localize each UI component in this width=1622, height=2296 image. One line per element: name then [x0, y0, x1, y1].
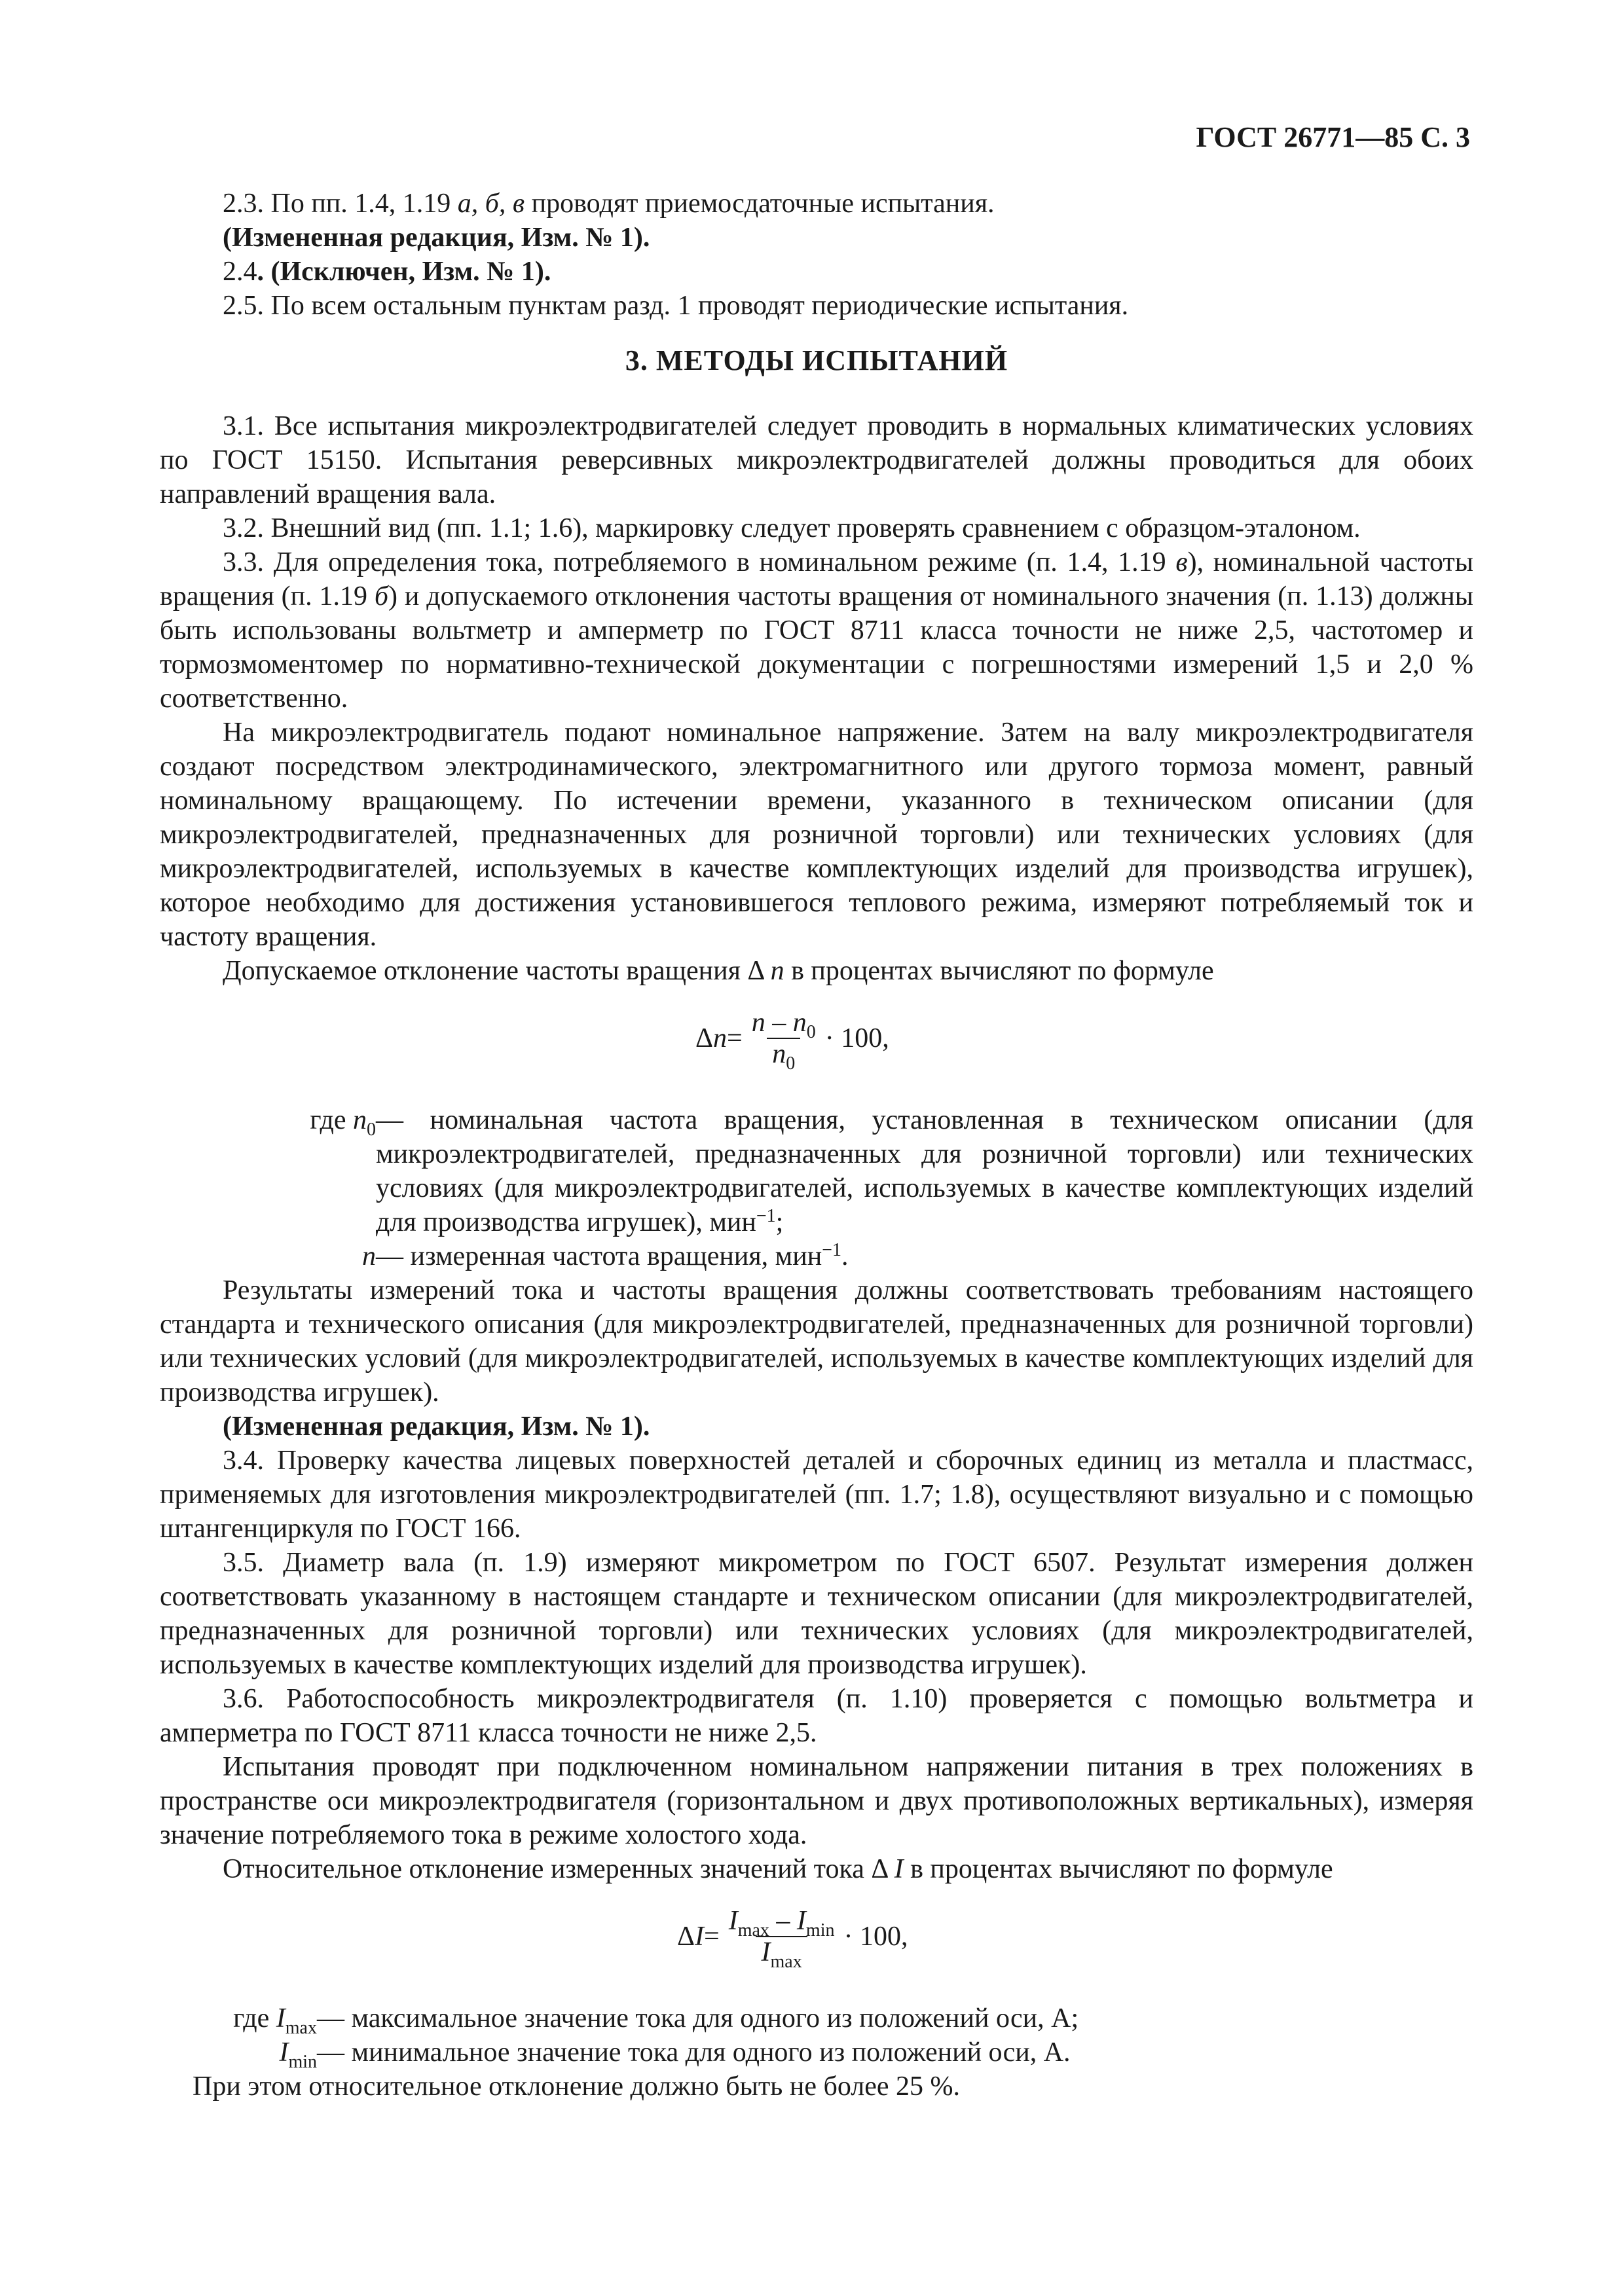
- formula-subscript: 0: [367, 1120, 376, 1140]
- superscript: −1: [756, 1206, 776, 1226]
- text: где: [233, 2003, 276, 2033]
- formula-var: I: [695, 1922, 705, 1952]
- page-content: [160, 187, 1473, 2104]
- text: проводят приемосдаточные испытания.: [525, 189, 995, 219]
- legend-description: — минимальное значение тока для одного из положений оси, А.: [317, 2037, 1071, 2068]
- formula-2-legend: [160, 2001, 1473, 2072]
- text-italic: б: [374, 581, 389, 611]
- item-3-4: 3.4. Проверку качества лицевых поверхностей деталей и сборочных единиц из металла и пластмасс, применяемых для изготовления микроэлектродвигателей (пп. 1.7; 1.8), осуществляют визуально и с помощью штангенциркуля по ГОСТ 166.: [160, 1446, 1473, 1544]
- fraction-denominator: [756, 1936, 807, 1972]
- formula-delta-i: [160, 1891, 1473, 1982]
- formula-var: n: [772, 1039, 786, 1069]
- formula-var: n: [362, 1241, 376, 1271]
- page-header: ГОСТ 26771—85 С. 3: [1196, 121, 1470, 153]
- item-3-6-para2: Испытания проводят при подключенном номинальном напряжении питания в трех положениях в пространстве оси микроэлектродвигателя (горизонтальном и двух противоположных вертикальных), измеряя значение потребляемого тока в режиме холостого хода.: [160, 1752, 1473, 1850]
- formula-var: I: [279, 2037, 289, 2068]
- text: — номинальная частота вращения, установленная в техническом описании (для микроэлектродвигателей, предназначенных для розничной торговли) или технических условиях (для микроэлектродвигателей, используемых в качестве комплектующих изделий для производства игрушек), мин: [376, 1105, 1473, 1237]
- text-italic: n: [770, 956, 784, 986]
- formula-fraction: [746, 1008, 821, 1074]
- legend-description: [376, 1239, 1473, 1273]
- formula-text: =: [727, 1023, 743, 1053]
- text: 2.3. По пп. 1.4, 1.19: [223, 189, 458, 219]
- item-3-3-para3: [160, 954, 1473, 988]
- item-3-3-result: Результаты измерений тока и частоты вращения должны соответствовать требованиям настоящего стандарта и технического описания (для микроэлектродвигателей, предназначенных для розничной торговли) или технических условий (для микроэлектродвигателей, используемых в качестве комплектующих изделий для производства игрушек).: [160, 1275, 1473, 1408]
- text: — измеренная частота вращения, мин: [376, 1241, 822, 1271]
- item-2-3: [160, 187, 1473, 221]
- formula-text: –: [769, 1906, 797, 1936]
- formula-var: n: [792, 1008, 807, 1038]
- fraction-numerator: [724, 1906, 840, 1941]
- legend-row: [160, 2035, 1473, 2072]
- text: ), номинальной частоты вращения (п. 1.19: [160, 547, 1473, 611]
- formula-subscript: max: [770, 1952, 802, 1972]
- text: Относительное отклонение измеренных значений тока Δ: [223, 1854, 894, 1884]
- section-heading: 3. МЕТОДЫ ИСПЫТАНИЙ: [625, 344, 1008, 376]
- item-3-5: 3.5. Диаметр вала (п. 1.9) измеряют микрометром по ГОСТ 6507. Результат измерения должен соответствовать указанному в настоящем стандарте и техническом описании (для микроэлектродвигателей, предназначенных для розничной торговли) или технических условиях (для микроэлектродвигателей, используемых в качестве комплектующих изделий для производства игрушек).: [160, 1548, 1473, 1680]
- text-italic: в: [1175, 547, 1188, 577]
- item-3-6-para3: [160, 1852, 1473, 1886]
- formula-text: · 100,: [824, 1023, 889, 1053]
- item-2-5: 2.5. По всем остальным пунктам разд. 1 проводят периодические испытания.: [223, 291, 1129, 321]
- fraction-denominator: [767, 1038, 800, 1074]
- formula-subscript: min: [805, 1920, 835, 1941]
- item-3-1: 3.1. Все испытания микроэлектродвигателей следует проводить в нормальных климатических условиях по ГОСТ 15150. Испытания реверсивных микроэлектродвигателей должны проводиться для обоих направлений вращения вала.: [160, 411, 1473, 509]
- text: 2.4: [223, 257, 257, 287]
- formula-var: n: [353, 1105, 367, 1135]
- text: в процентах вычисляют по формуле: [903, 1854, 1333, 1884]
- formula-subscript: 0: [806, 1022, 816, 1042]
- text: Допускаемое отклонение частоты вращения Δ: [223, 956, 771, 986]
- text: в процентах вычисляют по формуле: [784, 956, 1214, 986]
- legend-term: [160, 1103, 376, 1239]
- legend-term: [160, 2001, 317, 2038]
- item-3-3: [160, 545, 1473, 716]
- formula-var: n: [713, 1023, 728, 1053]
- text: где: [310, 1105, 353, 1135]
- text: 3.3. Для определения тока, потребляемого в номинальном режиме (п. 1.4, 1.19: [223, 547, 1176, 577]
- formula-subscript: 0: [786, 1053, 796, 1074]
- formula-text: =: [704, 1922, 720, 1952]
- item-3-6: 3.6. Работоспособность микроэлектродвигателя (п. 1.10) проверяется с помощью вольтметра и амперметра по ГОСТ 8711 класса точности не ниже 2,5.: [160, 1684, 1473, 1748]
- item-2-4: [160, 255, 1473, 289]
- formula-subscript: min: [288, 2052, 317, 2072]
- text-bold: . (Исключен, Изм. № 1).: [257, 257, 551, 287]
- superscript: −1: [822, 1240, 841, 1260]
- item-3-3-para2: На микроэлектродвигатель подают номинальное напряжение. Затем на валу микроэлектродвигателя создают посредством электродинамического, электромагнитного или другого тормоза момент, равный номинальному вращающему. По истечении времени, указанного в техническом описании (для микроэлектродвигателей, предназначенных для розничной торговли) или технических условиях (для микроэлектродвигателей, используемых в качестве комплектующих изделий для производства игрушек), которое необходимо для достижения установившегося теплового режима, измеряют потребляемый ток и частоту вращения.: [160, 718, 1473, 952]
- legend-row: [160, 1239, 1473, 1273]
- formula-text: · 100,: [843, 1922, 908, 1952]
- formula-var: I: [761, 1937, 771, 1967]
- formula-var: I: [276, 2003, 286, 2033]
- legend-term: [160, 2035, 317, 2072]
- legend-row: [160, 2001, 1473, 2038]
- formula-1-legend: [160, 1103, 1473, 1273]
- text-italic: а, б, в: [457, 189, 525, 219]
- formula-text: Δ: [677, 1922, 695, 1952]
- formula-text: –: [765, 1008, 793, 1038]
- item-3-6-final: При этом относительное отклонение должно быть не более 25 %.: [193, 2071, 961, 2102]
- text: ) и допускаемого отклонения частоты вращения от номинального значения (п. 1.13) должны быть использованы вольтметр и амперметр по ГОСТ 8711 класса точности не ниже 2,5, частотомер и тормозмоментомер по нормативно-технической документации с погрешностями измерений 1,5 и 2,0 % соответственно.: [160, 581, 1473, 714]
- legend-description: [376, 1103, 1473, 1239]
- formula-subscript: max: [737, 1920, 769, 1941]
- item-3-2: 3.2. Внешний вид (пп. 1.1; 1.6), маркировку следует проверять сравнением с образцом-эталоном.: [223, 513, 1361, 543]
- formula-delta-n: [160, 993, 1473, 1084]
- legend-description: — максимальное значение тока для одного из положений оси, А;: [317, 2003, 1079, 2033]
- legend-term: [160, 1239, 376, 1273]
- legend-row: [160, 1103, 1473, 1239]
- formula-var: I: [728, 1906, 738, 1936]
- formula-text: Δ: [695, 1023, 714, 1053]
- text-italic: I: [894, 1854, 904, 1884]
- fraction-numerator: [746, 1008, 821, 1042]
- formula-var: n: [751, 1008, 765, 1038]
- text: .: [841, 1241, 849, 1271]
- item-2-3-note: (Измененная редакция, Изм. № 1).: [223, 223, 650, 253]
- formula-var: I: [796, 1906, 806, 1936]
- formula-subscript: max: [285, 2018, 317, 2038]
- item-3-3-note: (Измененная редакция, Изм. № 1).: [223, 1412, 650, 1442]
- text: ;: [775, 1207, 784, 1237]
- formula-fraction: [724, 1906, 840, 1972]
